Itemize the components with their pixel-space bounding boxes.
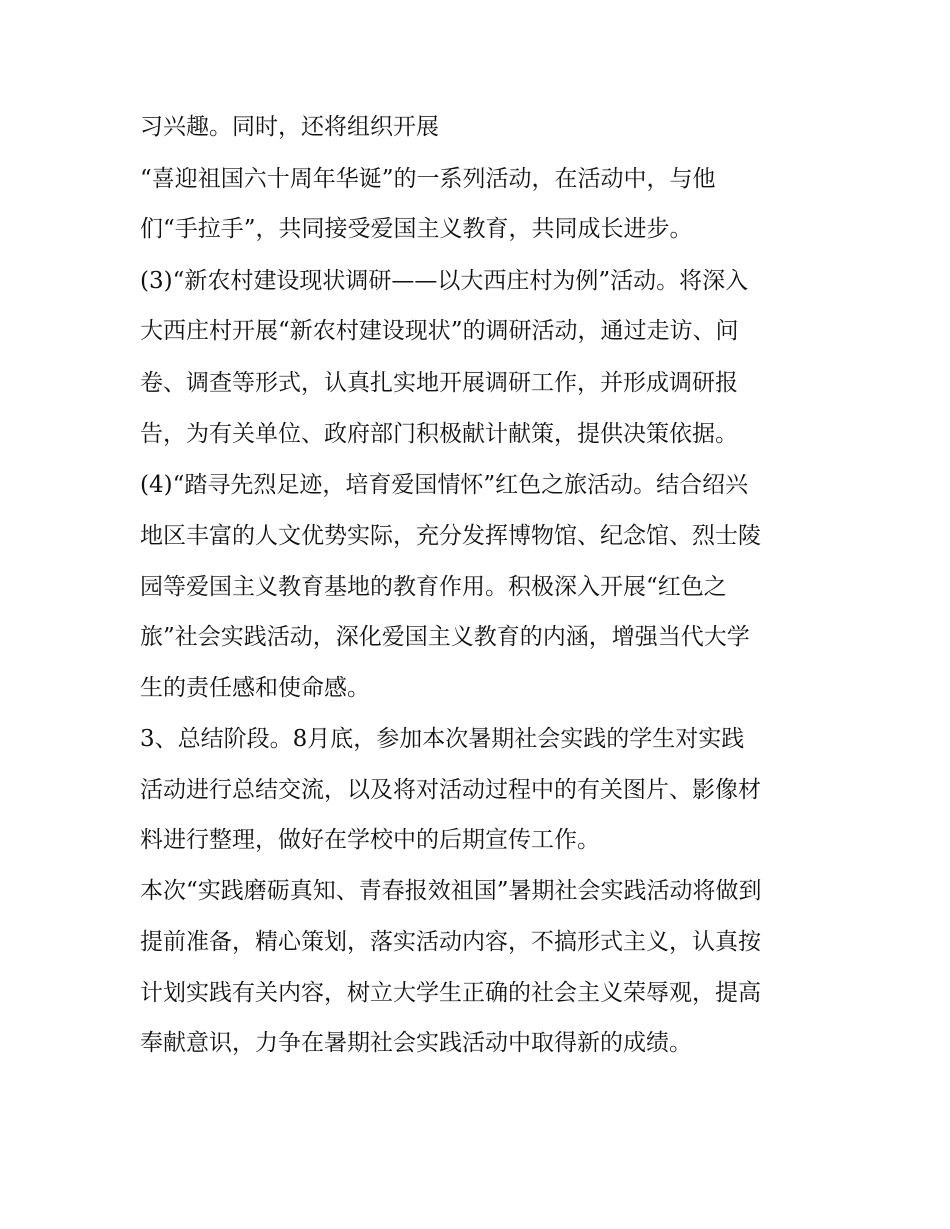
text-line: 卷、调查等形式，认真扎实地开展调研工作，并形成调研报 <box>140 370 738 396</box>
text-line: 习兴趣。同时，还将组织开展 <box>140 114 439 140</box>
text-line: 本次“实践磨砺真知、青春报效祖国”暑期社会实践活动将做到 <box>140 878 762 904</box>
text-line: 大西庄村开展“新农村建设现状”的调研活动，通过走访、问 <box>140 318 739 344</box>
text-line: 计划实践有关内容，树立大学生正确的社会主义荣辱观，提高 <box>140 980 761 1006</box>
text-line: 们“手拉手”，共同接受爱国主义教育，共同成长进步。 <box>140 216 693 242</box>
text-line: 提前准备，精心策划，落实活动内容，不搞形式主义，认真按 <box>140 929 761 955</box>
text-line: 活动进行总结交流，以及将对活动过程中的有关图片、影像材 <box>140 777 761 803</box>
text-line: 旅”社会实践活动，深化爱国主义教育的内涵，增强当代大学 <box>140 624 750 650</box>
text-line: “喜迎祖国六十周年华诞”的一系列活动，在活动中，与他 <box>140 166 716 192</box>
text-line: 园等爱国主义教育基地的教育作用。积极深入开展“红色之 <box>140 574 727 600</box>
text-line: 告，为有关单位、政府部门积极献计献策，提供决策依据。 <box>140 421 738 447</box>
text-line: 3、总结阶段。8月底，参加本次暑期社会实践的学生对实践 <box>140 726 745 752</box>
text-line: (3)“新农村建设现状调研——以大西庄村为例”活动。将深入 <box>140 268 749 294</box>
text-line: 生的责任感和使命感。 <box>140 675 370 701</box>
text-line: 地区丰富的人文优势实际，充分发挥博物馆、纪念馆、烈士陵 <box>140 523 761 549</box>
text-line: 奉献意识，力争在暑期社会实践活动中取得新的成绩。 <box>140 1030 692 1056</box>
text-line: (4)“踏寻先烈足迹，培育爱国情怀”红色之旅活动。结合绍兴 <box>140 472 749 498</box>
text-line: 料进行整理，做好在学校中的后期宣传工作。 <box>140 827 600 853</box>
